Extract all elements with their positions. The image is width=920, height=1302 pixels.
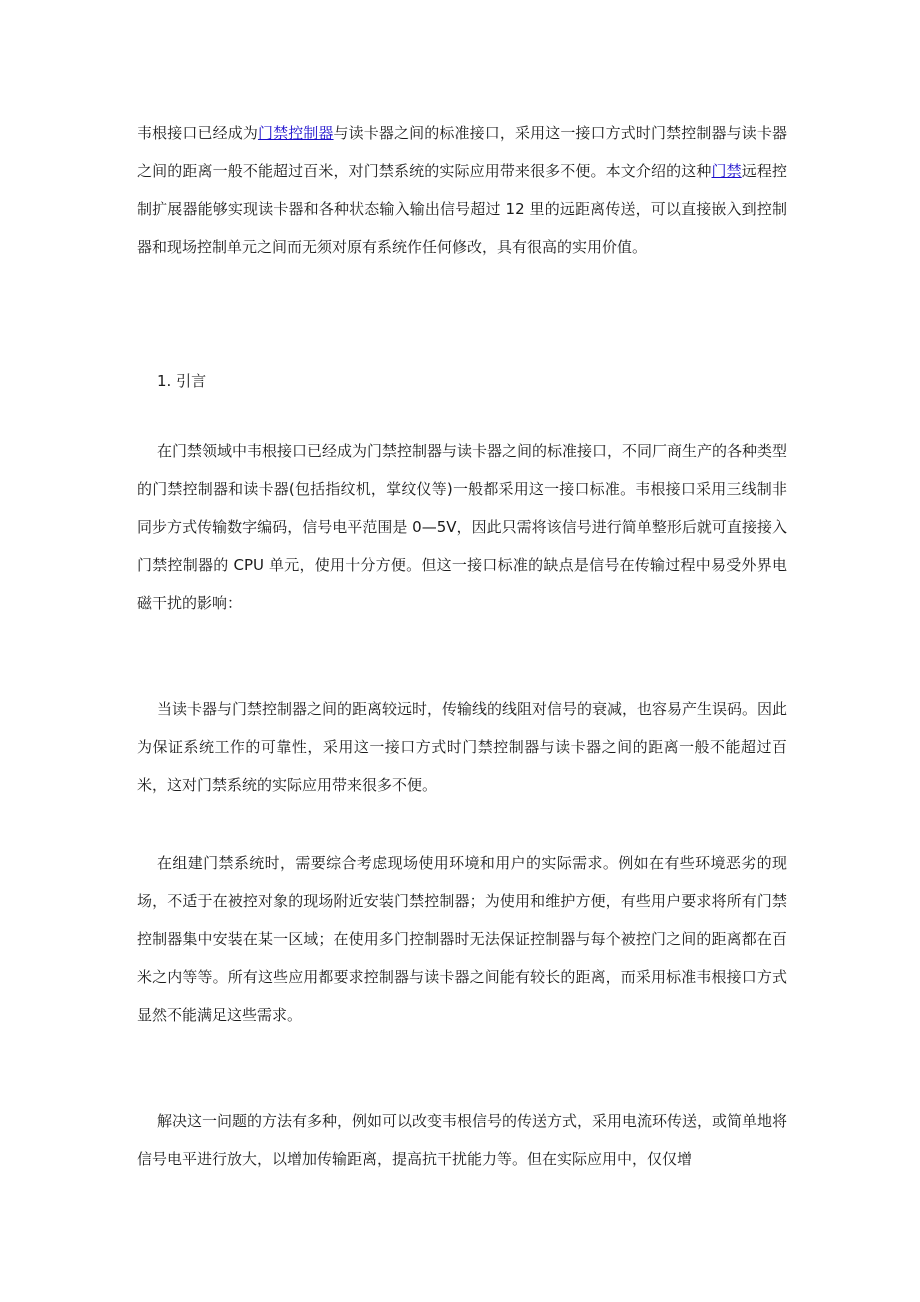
intro-text-2: 与读卡器之间的标准接口，采用这一接口方式时门禁控制器与读卡器之间的距离一般不能超过百米，对门禁系统的实际应用带来很多不便。本文介绍的这种	[137, 124, 787, 180]
intro-text-3: 远程控制扩展器能够实现读卡器和各种状态输入输出信号超过 12 里的远距离传送，可以直接嵌入到控制器和现场控制单元之间而无须对原有系统作任何修改，具有很高的实用价值。	[137, 162, 787, 256]
body-paragraph-2: 当读卡器与门禁控制器之间的距离较远时，传输线的线阻对信号的衰减，也容易产生误码。因此为保证系统工作的可靠性，采用这一接口方式时门禁控制器与读卡器之间的距离一般不能超过百米，这对门禁系统的实际应用带来很多不便。	[137, 700, 788, 794]
section-heading: 1. 引言	[157, 372, 207, 390]
intro-paragraph	[137, 114, 787, 266]
body-paragraph-1: 在门禁领域中韦根接口已经成为门禁控制器与读卡器之间的标准接口，不同厂商生产的各种类型的门禁控制器和读卡器(包括指纹机，掌纹仪等)一般都采用这一接口标准。韦根接口采用三线制非同步方式传输数字编码，信号电平范围是 0—5V，因此只需将该信号进行简单整形后就可直接接入门禁控制器的 CPU 单元，使用十分方便。但这一接口标准的缺点是信号在传输过程中易受外界电磁干扰的影响：	[137, 442, 788, 612]
body-paragraph-4: 解决这一问题的方法有多种，例如可以改变韦根信号的传送方式，采用电流环传送，或简单地将信号电平进行放大，以增加传输距离，提高抗干扰能力等。但在实际应用中，仅仅增	[137, 1112, 788, 1168]
intro-text-1: 韦根接口已经成为	[137, 124, 258, 142]
link-access-controller[interactable]: 门禁控制器	[257, 124, 334, 142]
link-access-control[interactable]: 门禁	[711, 162, 742, 180]
body-paragraph-3: 在组建门禁系统时，需要综合考虑现场使用环境和用户的实际需求。例如在有些环境恶劣的现场，不适于在被控对象的现场附近安装门禁控制器；为使用和维护方便，有些用户要求将所有门禁控制器集中安装在某一区域；在使用多门控制器时无法保证控制器与每个被控门之间的距离都在百米之内等等。所有这些应用都要求控制器与读卡器之间能有较长的距离，而采用标准韦根接口方式显然不能满足这些需求。	[137, 854, 787, 1024]
